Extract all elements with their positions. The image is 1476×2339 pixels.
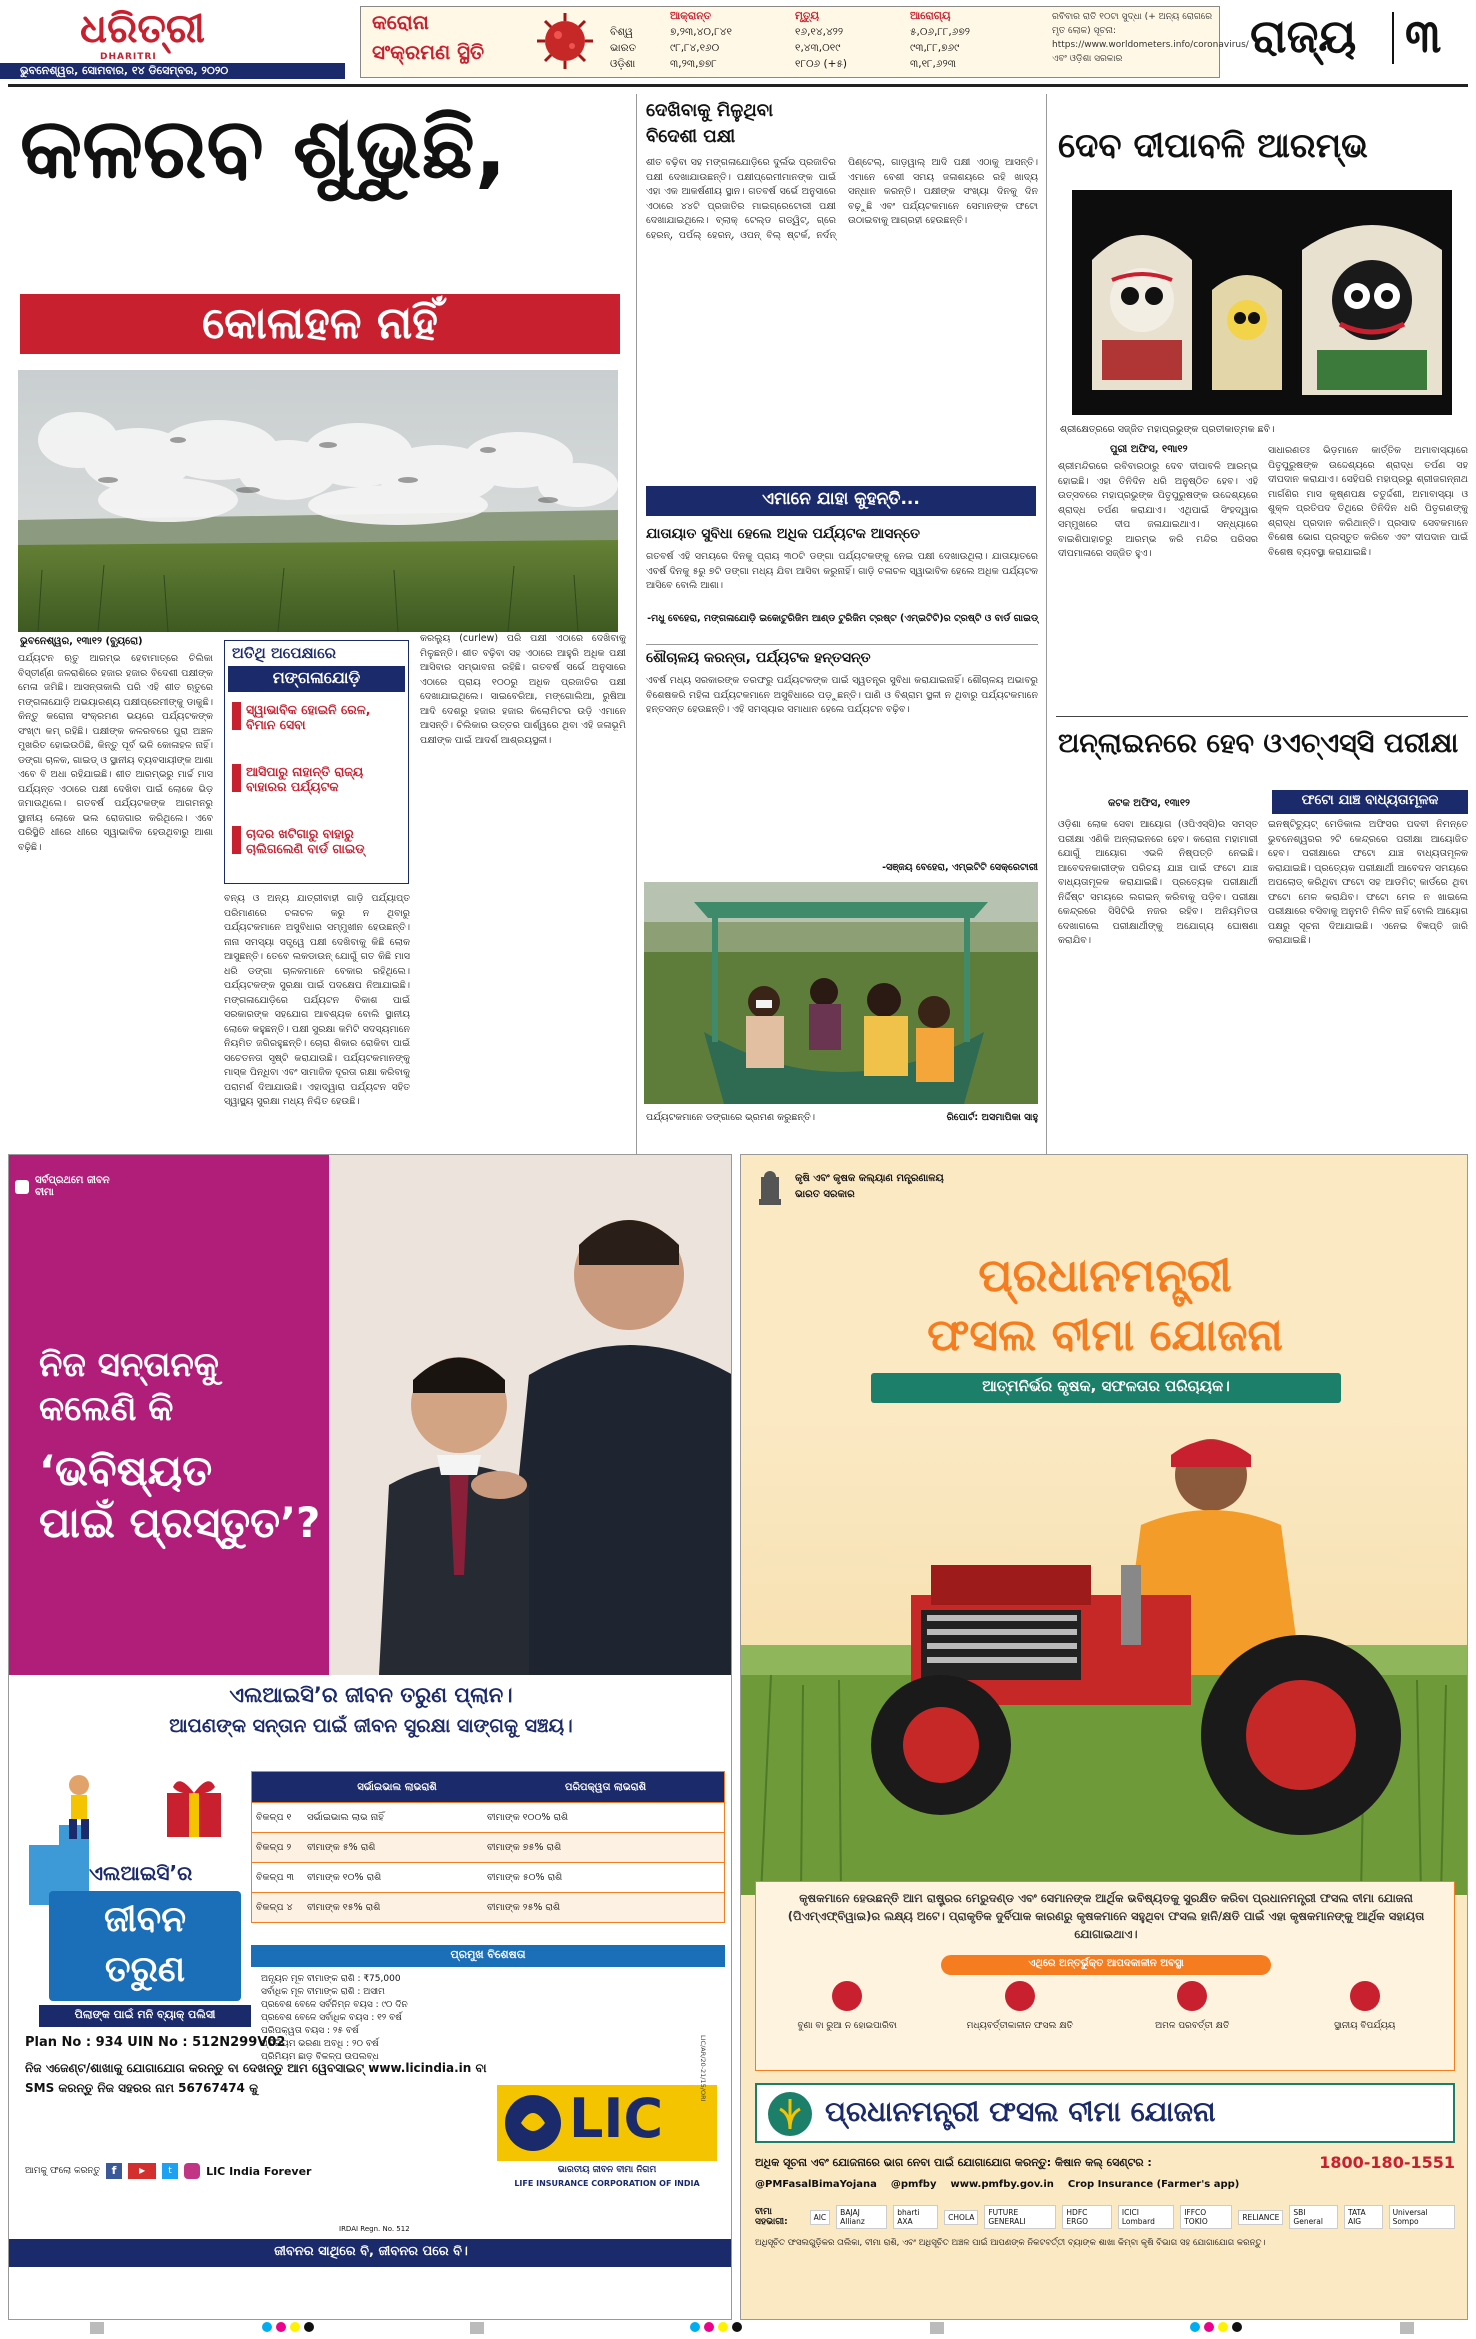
story5-dateline: କଟକ ଅଫିସ, ୧୩ା୧୨ — [1108, 798, 1191, 809]
risk-item: ମଧ୍ୟବର୍ତ୍ତୀକାଳୀନ ଫସଲ କ୍ଷତି — [940, 1981, 1100, 2031]
virus-icon — [530, 8, 600, 74]
insurer-logo: ICICI Lombard — [1118, 2205, 1174, 2229]
list-item: ସର୍ବାଧିକ ମୂଳ ବୀମାଙ୍କ ରାଶି : ଅସୀମ — [261, 1987, 385, 1997]
youtube-icon[interactable]: ▶ — [128, 2163, 156, 2179]
deity-1 — [1092, 235, 1192, 390]
masthead — [0, 0, 1476, 80]
boat-caption: ପର୍ଯ୍ୟଟକମାନେ ଡଙ୍ଗାରେ ଭ୍ରମଣ କରୁଛନ୍ତି। — [646, 1112, 815, 1123]
lead-subhead: କୋଳାହଳ ନାହିଁ — [202, 298, 438, 349]
lic-follow-row — [25, 2163, 311, 2179]
insurer-logo: BAJAJ Allianz — [836, 2205, 887, 2229]
pmfby-govt: ଭାରତ ସରକାର — [795, 1189, 855, 1200]
lic-features-title: ପ୍ରମୁଖ ବିଶେଷତା — [450, 1948, 526, 1961]
bullet-icon — [232, 702, 241, 730]
covid-col-header: ଆରୋଗ୍ୟ — [910, 10, 951, 22]
list-item: ପ୍ରବେଶ ବେଳେ ସର୍ବାଧିକ ବୟସ : ୧୨ ବର୍ଷ — [261, 2013, 402, 2023]
story5-body-col2: ଇନଷ୍ଟିଚ୍ୟୁଟ୍ ମେଡିକାଲ ଅଫିସର ପଦବୀ ନିମନ୍ତେ ଭୁବନେଶ୍ୱରର ୨ଟି କେନ୍ଦ୍ରରେ ପରୀକ୍ଷା ଆୟୋଜିତ ହେବ। ପରୀକ୍ଷାରେ ଫଟୋ ଯାଞ୍ଚ ବାଧ୍ୟତାମୂଳକ କରାଯାଇଛି। ପ୍ରତ୍ୟେକ ପରୀକ୍ଷାର୍ଥୀ ଆବେଦନ ସମୟରେ ଅପଲୋଡ୍ କରିଥିବା ଫଟୋ ସହ ଆଡମିଟ୍ କାର୍ଡରେ ଥିବା ଫଟୋ ମେଳ କରାଯିବ। ଫଟୋ ମେଳ ନ ଖାଇଲେ ପରୀକ୍ଷାରେ ବସିବାକୁ ଅନୁମତି ମିଳିବ ନାହିଁ ବୋଲି ଆୟୋଗ ପକ୍ଷରୁ ସୂଚନା ଦିଆଯାଇଛି। ଏନେଇ ବିଜ୍ଞପ୍ତି ଜାରି କରାଯାଇଛି। — [1268, 819, 1468, 946]
story4-body-col2: ସାଧାରଣତଃ ଭିଡ଼ମାନେ କାର୍ତ୍ତିକ ଅମାବାସ୍ୟାରେ ପିତୃପୁରୁଷଙ୍କ ଉଦ୍ଦେଶ୍ୟରେ ଶ୍ରାଦ୍ଧ ତର୍ପଣ ସହ ଦୀପଦାନ କରାଯାଏ। ସେହିପରି ମହାପ୍ରଭୁ ଶ୍ରୀଜଗନ୍ନାଥ ମାର୍ଗଶିର ମାସ କୃଷ୍ଣପକ୍ଷ ଚତୁର୍ଦ୍ଦଶୀ, ଅମାବାସ୍ୟା ଓ ଶୁକ୍ଳ ପ୍ରତିପଦ ତିଥିରେ ତିନିଦିନ ଧରି ପିତୃଗଣଙ୍କୁ ଶ୍ରାଦ୍ଧ ପ୍ରଦାନ କରିଥାନ୍ତି। ପ୍ରସାଦ ସେବକମାନେ ବିଶେଷ ଭୋଗ ପ୍ରସ୍ତୁତ କରିବେ ଏବଂ ଦୀପଦାନ ପାଇଁ ବିଶେଷ ବ୍ୟବସ୍ଥା କରାଯାଇଛି। — [1268, 445, 1468, 558]
boat-photo-image — [644, 882, 1038, 1104]
covid-note: ରବିବାର ରାତି ୧୦ଟା ସୁଦ୍ଧା (+ ଅନ୍ୟ ରୋଗରେ ମୃତ ଲୋକ) ସୂଚନା: https://www.worldometers.info/coronavirus/ ଏବଂ ଓଡ଼ିଶା ସରକାର — [1052, 12, 1249, 64]
covid-row: ବିଶ୍ୱ ୭,୨୩,୪୦,୮୪୧ ୧୬,୧୪,୪୨୨ ୫,୦୬,୮୮,୬୭୨ — [610, 26, 970, 38]
covid-title-2: ସଂକ୍ରମଣ ସ୍ଥିତି — [372, 40, 485, 64]
story5-strap: ଫଟୋ ଯାଞ୍ଚ ବାଧ୍ୟତାମୂଳକ — [1301, 792, 1439, 808]
registration-mark — [90, 2322, 104, 2334]
insurer-logo: HDFC ERGO — [1062, 2205, 1111, 2229]
lic-headline-4: ପାଇଁ ପ୍ରସ୍ତୁତ’? — [39, 1498, 321, 1547]
insurer-logo: IFFCO TOKIO — [1180, 2205, 1232, 2229]
sidebar-item: ସ୍ୱାଭାବିକ ହୋଇନି ରେଳ, ବିମାନ ସେବା — [232, 702, 402, 732]
facebook-icon[interactable]: f — [106, 2163, 122, 2179]
lead-headline: କଳରବ ଶୁଭୁଛି, — [20, 99, 507, 197]
quote1-byline: -ମଧୁ ବେହେରା, ମଙ୍ଗଳାଯୋଡ଼ି ଇକୋଟୁରିଜିମ ଆଣ୍ଡ ଟୁରିଜିମ ଟ୍ରଷ୍ଟ (ଏମ୍‌ଇଟିଟି)ର ଟ୍ରଷ୍ଟି ଓ ବାର୍ଡ ଗାଇଡ୍ — [647, 613, 1038, 624]
follow-label: ଆମକୁ ଫଲୋ କରନ୍ତୁ — [25, 2166, 101, 2176]
helpline-number[interactable]: 1800-180-1551 — [1319, 2153, 1455, 2172]
covid-title-1: କରୋନା — [372, 10, 429, 34]
lic-ad[interactable] — [8, 1154, 732, 2320]
table-row: ବିକଳ୍ପ ୧ ସର୍ଭାଇଭାଲ ଲାଭ ନାହିଁ ବୀମାଙ୍କ ୧୦୦% ରାଶି — [252, 1802, 724, 1832]
story-divider — [1056, 716, 1468, 717]
quote2-byline: -ସଞ୍ଜୟ ବେହେରା, ଏମ୍‌ଇଟିଟି ସେକ୍ରେଟାରୀ — [882, 862, 1038, 873]
sidebar-item: ଚାଦର ଖଟିଗାରୁ ବାହାରୁ ଚାଲିଗଲେଣି ବାର୍ଡ ଗାଇଡ୍ — [232, 826, 402, 856]
lic-headline-2: କଲେଣି କି — [39, 1389, 174, 1429]
pmfby-banner: ପ୍ରଧାନମନ୍ତ୍ରୀ ଫସଲ ବୀମା ଯୋଜନା — [825, 2095, 1216, 2128]
lic-footer: ଜୀବନର ସାଥିରେ ବି, ଜୀବନର ପରେ ବି। — [274, 2244, 468, 2259]
cmyk-mark — [1190, 2322, 1242, 2332]
list-item: ପ୍ରିମିୟମ ଛାଡ଼ ବିକଳ୍ପ ଉପଲବ୍ଧ — [261, 2052, 379, 2062]
disaster-icon — [1350, 1981, 1380, 2011]
story2-headline-2: ବିଦେଶୀ ପକ୍ଷୀ — [646, 126, 736, 147]
lic-sub-2: ଆପଣଙ୍କ ସନ୍ତାନ ପାଇଁ ଜୀବନ ସୁରକ୍ଷା ସାଙ୍ଗକୁ ସଞ୍ଚୟ। — [169, 1715, 573, 1737]
story2-headline: ଦେଖିବାକୁ ମିଳୁଥିବା — [646, 100, 774, 121]
helpline-text: ଅଧିକ ସୂଚନା ଏବଂ ଯୋଜନାରେ ଭାଗ ନେବା ପାଇଁ ଯୋଗାଯୋଗ କରନ୍ତୁ: କିଷାନ କଲ୍ ସେଣ୍ଟର : — [755, 2155, 1152, 2169]
cmyk-mark — [690, 2322, 742, 2332]
registration-mark — [930, 2322, 944, 2334]
deities-image — [1072, 190, 1452, 415]
page-number: ୩ — [1405, 9, 1442, 63]
table-row: ବିକଳ୍ପ ୨ ବୀମାଙ୍କ ୫% ରାଶି ବୀମାଙ୍କ ୭୫% ରାଶି — [252, 1832, 724, 1862]
lic-code: LIC/AR/20-21/15/ORI — [699, 2035, 707, 2102]
facebook-handle[interactable]: @PMFasalBimaYojana — [755, 2179, 877, 2190]
newspaper-logo: ଧରିତ୍ରୀ — [80, 6, 205, 52]
pmfby-logo-icon — [765, 2089, 815, 2139]
pmfby-headline-1: ପ୍ରଧାନମନ୍ତ୍ରୀ — [978, 1248, 1232, 1302]
table-row: ବିକଳ୍ପ ୪ ବୀମାଙ୍କ ୧୫% ରାଶି ବୀମାଙ୍କ ୨୫% ରାଶି — [252, 1892, 724, 1922]
quote-divider — [646, 644, 1038, 645]
risk-item: ଅମଳ ପରବର୍ତ୍ତୀ କ୍ଷତି — [1112, 1981, 1272, 2031]
bullet-icon — [232, 826, 241, 854]
insurer-logo: TATA AIG — [1344, 2205, 1383, 2229]
lead-body-col2: ବନ୍ୟ ଓ ଅନ୍ୟ ଯାତ୍ରୀବାହୀ ଗାଡ଼ି ପର୍ଯ୍ୟାପ୍ତ ପରିମାଣରେ ଚଳାଚଳ କରୁ ନ ଥିବାରୁ ପର୍ଯ୍ୟଟକମାନେ ଅସୁବିଧାର ସମ୍ମୁଖୀନ ହେଉଛନ୍ତି। ନାନା ସମସ୍ୟା ସତ୍ତ୍ୱେ ପକ୍ଷୀ ଦେଖିବାକୁ କିଛି ଲୋକ ଆସୁଛନ୍ତି। ତେବେ ଲକଡାଉନ୍ ଯୋଗୁଁ ଗତ କିଛି ମାସ ଧରି ଡଙ୍ଗା ଚାଳକମାନେ ବେକାର ରହିଥିଲେ। ପର୍ଯ୍ୟଟକଙ୍କ ସୁରକ୍ଷା ପାଇଁ ପଦକ୍ଷେପ ନିଆଯାଇଛି। ମଙ୍ଗଳାଯୋଡ଼ିରେ ପର୍ଯ୍ୟଟନ ବିକାଶ ପାଇଁ ସରକାରଙ୍କ ସହଯୋଗ ଆବଶ୍ୟକ ବୋଲି ସ୍ଥାନୀୟ ଲୋକେ କହୁଛନ୍ତି। ପକ୍ଷୀ ସୁରକ୍ଷା କମିଟି ସଦସ୍ୟମାନେ ନିୟମିତ ଜଗିରହୁଛନ୍ତି। ଚୋରା ଶିକାର ରୋକିବା ପାଇଁ ସଚେତନତା ସୃଷ୍ଟି କରାଯାଉଛି। ପର୍ଯ୍ୟଟକମାନଙ୍କୁ ମାସ୍କ ପିନ୍ଧିବା ଏବଂ ସାମାଜିକ ଦୂରତା ରକ୍ଷା କରିବାକୁ ପରାମର୍ଶ ଦିଆଯାଉଛି। ଏହାଦ୍ୱାରା ପର୍ଯ୍ୟଟନ ସହିତ ସ୍ୱାସ୍ଥ୍ୟ ସୁରକ୍ଷା ମଧ୍ୟ ନିଶ୍ଚିତ ହେଉଛି। — [224, 893, 410, 1107]
website-link[interactable]: www.pmfby.gov.in — [950, 2179, 1054, 2190]
lic-emblem-icon — [503, 2089, 563, 2157]
newspaper-logo-sub: DHARITRI — [100, 52, 157, 62]
covid-row: ଓଡ଼ିଶା ୩,୨୩,୭୭୮ ୧୮୦୬ (+୫) ୩,୧୮,୬୨୩ — [610, 58, 956, 70]
pmfby-ministry: କୃଷି ଏବଂ କୃଷକ କଲ୍ୟାଣ ମନ୍ତ୍ରଣାଳୟ — [795, 1173, 944, 1184]
farmer-tractor-photo — [741, 1415, 1468, 1895]
insurer-logo: AIC — [810, 2210, 831, 2225]
lic-irdai: IRDAI Regn. No. 512 — [339, 2225, 410, 2233]
insurer-logo: FUTURE GENERALI — [984, 2205, 1056, 2229]
pmfby-ad[interactable] — [740, 1154, 1468, 2320]
lead-dateline: ଭୁବନେଶ୍ୱର, ୧୩ା୧୨ (ବ୍ୟୁରୋ) — [20, 636, 143, 647]
table-row: ବିକଳ୍ପ ୩ ବୀମାଙ୍କ ୧୦% ରାଶି ବୀମାଙ୍କ ୫୦% ରାଶି — [252, 1862, 724, 1892]
drought-icon — [832, 1981, 862, 2011]
lic-headline-1: ନିଜ ସନ୍ତାନକୁ — [39, 1345, 219, 1385]
sidebar-item: ଆସିପାରୁ ନାହାନ୍ତି ରାଜ୍ୟ ବାହାରର ପର୍ଯ୍ୟଟକ — [232, 764, 402, 794]
twitter-handle[interactable]: @pmfby — [890, 2179, 937, 2190]
pmfby-helpline-row — [755, 2153, 1455, 2172]
cmyk-mark — [262, 2322, 314, 2332]
pmfby-body: କୃଷକମାନେ ହେଉଛନ୍ତି ଆମ ରାଷ୍ଟ୍ରର ମେରୁଦଣ୍ଡ ଏବଂ ସେମାନଙ୍କ ଆର୍ଥିକ ଭବିଷ୍ୟତକୁ ସୁରକ୍ଷିତ କରିବା ପ୍ରଧାନମନ୍ତ୍ରୀ ଫସଲ ବୀମା ଯୋଜନା (ପିଏମ୍‌ଏଫ୍‌ବିୱାଇ)ର ଲକ୍ଷ୍ୟ ଅଟେ। ପ୍ରାକୃତିକ ଦୁର୍ବିପାକ କାରଣରୁ କୃଷକମାନେ ସହୁଥିବା ଫସଲ ହାନି/କ୍ଷତି ପାଇଁ ଏହା କୃଷକମାନଙ୍କୁ ଆର୍ଥିକ ସହାୟତା ଯୋଗାଇଥାଏ। — [787, 1891, 1425, 1941]
lic-web-line: ନିଜ ଏଜେଣ୍ଟ/ଶାଖାକୁ ଯୋଗାଯୋଗ କରନ୍ତୁ ବା ଦେଖନ୍ତୁ ଆମ ୱେବସାଇଟ୍ www.licindia.in ବା — [25, 2061, 487, 2075]
list-item: ଅନ୍ୟୂନ ମୂଳ ବୀମାଙ୍କ ରାଶି : ₹75,000 — [261, 1974, 401, 1984]
covid-row: ଭାରତ ୯୮,୮୪,୧୬୦ ୧,୪୩,୦୧୯ ୯୩,୮୮,୭୬୯ — [610, 42, 960, 54]
registration-mark — [1400, 2322, 1414, 2334]
lead-body-col1: ପର୍ଯ୍ୟଟନ ଋତୁ ଆରମ୍ଭ ହେବାମାତ୍ରେ ଚିଲିକା ବିସ୍ତୀର୍ଣ୍ଣ ଜଳରାଶିରେ ହଜାର ହଜାର ବିଦେଶୀ ପକ୍ଷୀଙ୍କ ମେଳା ଜମିଛି। ଆସନ୍ତାକାଲି ପରି ଏହି ଶୀତ ଋତୁରେ ମଙ୍ଗଳାଯୋଡ଼ି ଅଭୟାରଣ୍ୟ ପକ୍ଷୀପ୍ରେମୀଙ୍କୁ ଡାକୁଛି। କିନ୍ତୁ କରୋନା ସଂକ୍ରମଣ ଭୟରେ ପର୍ଯ୍ୟଟକଙ୍କ ସଂଖ୍୯ା କମ୍ ରହିଛି। ପକ୍ଷୀଙ୍କ କଳରବରେ ପୁରା ଅଞ୍ଚଳ ମୁଖରିତ ହୋଇଉଠିଛି, କିନ୍ତୁ ପୂର୍ବ ଭଳି କୋଳାହଳ ନାହିଁ। ଡଙ୍ଗା ଚାଳକ, ଗାଇଡ୍ ଓ ସ୍ଥାନୀୟ ବ୍ୟବସାୟୀଙ୍କ ଆଶା ଏବେ ବି ଅଧା ରହିଯାଇଛି। ଶୀତ ଆରମ୍ଭରୁ ମାର୍ଚ୍ଚ ମାସ ପର୍ଯ୍ୟନ୍ତ ଏଠାରେ ପକ୍ଷୀ ଦେଖିବା ପାଇଁ ଲୋକେ ଭିଡ଼ ଜମାଉଥିଲେ। ଗତବର୍ଷ ପର୍ଯ୍ୟଟକଙ୍କ ଆଗମନରୁ ସ୍ଥାନୀୟ ଲୋକେ ଭଲ ରୋଜଗାର କରିଥିଲେ। ଏବେ ପରିସ୍ଥିତି ଧୀରେ ଧୀରେ ସ୍ୱାଭାବିକ ହେଉଥିବାରୁ ଆଶା ବଢ଼ିଛି। — [18, 653, 213, 853]
story5-headline: ଅନ୍‌ଲାଇନରେ ହେବ ଓଏଚ୍‌ଏସ୍‌ସି ପରୀକ୍ଷା — [1058, 728, 1459, 759]
national-emblem-icon — [755, 1169, 785, 1209]
deity-2 — [1212, 275, 1282, 390]
app-link[interactable]: Crop Insurance (Farmer's app) — [1067, 2179, 1240, 2190]
lic-options-table — [251, 1771, 725, 1923]
lic-logo: LIC — [569, 2087, 664, 2150]
lic-plan-name-3: ତରୁଣ — [104, 1949, 186, 1990]
lead-body-col3: କରଲ୍ୟୁ (curlew) ପରି ପକ୍ଷୀ ଏଠାରେ ଦେଖିବାକୁ ମିଳୁଛନ୍ତି। ଶୀତ ବଢ଼ିବା ସହ ଏଠାରେ ଆହୁରି ଅଧିକ ପକ୍ଷୀ ଆସିବାର ସମ୍ଭାବନା ରହିଛି। ଗତବର୍ଷ ସର୍ଭେ ଅନୁସାରେ ଏଠାରେ ପ୍ରାୟ ୧୦୦ରୁ ଅଧିକ ପ୍ରଜାତିର ପକ୍ଷୀ ଦେଖାଯାଇଥିଲେ। ସାଇବେରିଆ, ମଙ୍ଗୋଲିଆ, ରୁଷିଆ ଆଦି ଦେଶରୁ ହଜାର ହଜାର କିଲୋମିଟର ଉଡ଼ି ଏମାନେ ଆସନ୍ତି। ଚିଲିକାର ଉତ୍ତର ପାର୍ଶ୍ୱରେ ଥିବା ଏହି ଜଳାଭୂମି ପକ୍ଷୀଙ୍କ ପାଇଁ ଆଦର୍ଶ ଆଶ୍ରୟସ୍ଥଳୀ। — [420, 633, 626, 746]
quotes-strap: ଏମାନେ ଯାହା କୁହନ୍ତି... — [762, 489, 920, 509]
story4-body-col1: ଶ୍ରୀମନ୍ଦିରରେ ରବିବାରଠାରୁ ଦେବ ଦୀପାବଳି ଆରମ୍ଭ ହୋଇଛି। ଏହା ତିନିଦିନ ଧରି ଅନୁଷ୍ଠିତ ହେବ। ଏହି ଉତ୍ସବରେ ମହାପ୍ରଭୁଙ୍କ ପିତୃପୁରୁଷଙ୍କ ଉଦ୍ଦେଶ୍ୟରେ ଶ୍ରାଦ୍ଧ ତର୍ପଣ କରାଯାଏ। ଏଥିପାଇଁ ସିଂହଦ୍ୱାର ସମ୍ମୁଖରେ ଦୀପ ଜଳାଯାଇଥାଏ। ସନ୍ଧ୍ୟାରେ ବାଇଶିପାହାଚରୁ ଆରମ୍ଭ କରି ମନ୍ଦିର ପରିସର ଦୀପମାଳାରେ ସଜ୍ଜିତ ହୁଏ। — [1058, 461, 1258, 559]
bullet-icon — [232, 764, 241, 792]
table-header: ସର୍ଭାଇଭାଲ ଲାଭରାଶି — [357, 1781, 437, 1793]
risk-item: ବୁଣା ବା ରୁଆ ନ ହୋଇପାରିବା — [767, 1981, 927, 2031]
quote2-body: ଏବର୍ଷ ମଧ୍ୟ ସରକାରଙ୍କ ତରଫରୁ ପର୍ଯ୍ୟଟକଙ୍କ ପାଇଁ ସ୍ୱତନ୍ତ୍ର ସୁବିଧା କରାଯାଇନାହିଁ। ଶୌଚାଳୟ ଅଭାବରୁ ବିଶେଷକରି ମହିଳା ପର୍ଯ୍ୟଟକମାନେ ଅସୁବିଧାରେ ପଡ଼ୁଛନ୍ତି। ପାଣି ଓ ବିଶ୍ରାମ ସ୍ଥଳୀ ନ ଥିବାରୁ ପର୍ଯ୍ୟଟକମାନେ ହନ୍ତସନ୍ତ ହେଉଛନ୍ତି। ଏହି ସମସ୍ୟାର ସମାଧାନ ହେଲେ ପର୍ଯ୍ୟଟନ ବଢ଼ିବ। — [646, 675, 1038, 715]
pmfby-tagline: ଆତ୍ମନିର୍ଭର କୃଷକ, ସଫଳତାର ପରିଚାୟକ। — [982, 1377, 1230, 1395]
lead-photo — [18, 370, 618, 632]
story5-body-col1: ଓଡ଼ିଶା ଲୋକ ସେବା ଆୟୋଗ (ଓପିଏସ୍‌ସି)ର ସମସ୍ତ ପରୀକ୍ଷା ଏଣିକି ଅନ୍‌ଲାଇନରେ ହେବ। କରୋନା ମହାମାରୀ ଯୋଗୁଁ ଆୟୋଗ ଏଭଳି ନିଷ୍ପତ୍ତି ନେଇଛି। ଆବେଦନକାରୀଙ୍କ ପରିଚୟ ଯାଞ୍ଚ ପାଇଁ ଫଟୋ ଯାଞ୍ଚ ବାଧ୍ୟତାମୂଳକ କରାଯାଇଛି। ପ୍ରତ୍ୟେକ ପରୀକ୍ଷାର୍ଥୀ ନିର୍ଦ୍ଦିଷ୍ଟ ସମୟରେ ଲଗଇନ୍ କରିବାକୁ ପଡ଼ିବ। ପରୀକ୍ଷା କେନ୍ଦ୍ରରେ ସିସିଟିଭି ନଜର ରହିବ। ଅନିୟମିତତା ଦେଖାଗଲେ ପରୀକ୍ଷାର୍ଥୀଙ୍କୁ ଅଯୋଗ୍ୟ ଘୋଷଣା କରାଯିବ। — [1058, 819, 1258, 946]
table-header: ପରିପକ୍ୱତା ଲାଭରାଶି — [564, 1781, 647, 1793]
boat-photo — [644, 882, 1038, 1104]
gift-icon — [159, 1771, 229, 1841]
insurer-logo: Universal Sompo — [1389, 2205, 1455, 2229]
pmfby-risks — [761, 1981, 1451, 2031]
column-divider — [1046, 94, 1047, 1202]
lic-plan-no: Plan No : 934 UIN No : 512N299V02 — [25, 2035, 286, 2050]
pmfby-insurers-row — [755, 2205, 1455, 2229]
sidebar-title-2: ମଙ୍ଗଳାଯୋଡ଼ି — [272, 668, 361, 687]
instagram-icon[interactable] — [184, 2163, 200, 2179]
risk-item: ସ୍ଥାନୀୟ ବିପର୍ଯ୍ୟୟ — [1285, 1981, 1445, 2031]
deities-caption: ଶ୍ରୀକ୍ଷେତ୍ରରେ ସଜ୍ଜିତ ମହାପ୍ରଭୁଙ୍କ ପ୍ରତୀକାତ୍ମକ ଛବି। — [1060, 424, 1275, 435]
insurer-logo: CHOLA — [944, 2210, 978, 2225]
pmfby-social-row — [755, 2179, 1455, 2190]
lic-name-en: LIFE INSURANCE CORPORATION OF INDIA — [514, 2179, 700, 2188]
lic-plan-name-1: ଏଲଆଇସି’ର — [89, 1861, 193, 1885]
lic-sms-line: SMS କରନ୍ତୁ ନିଜ ସହରର ନାମ 56767474 କୁ — [25, 2081, 258, 2095]
insurer-logo: SBI General — [1289, 2205, 1338, 2229]
story2-body: ଶୀତ ବଢ଼ିବା ସହ ମଙ୍ଗଳାଯୋଡ଼ିରେ ଦୁର୍ଲଭ ପ୍ରଜାତିର ପକ୍ଷୀ ଦେଖାଯାଉଛନ୍ତି। ପକ୍ଷୀପ୍ରେମୀମାନଙ୍କ ପାଇଁ ଏହା ଏକ ଆକର୍ଷଣୀୟ ସ୍ଥାନ। ଗତବର୍ଷ ସର୍ଭେ ଅନୁସାରେ ଏଠାରେ ୪୪ଟି ପ୍ରଜାତିର ମାଇଗ୍ରେଟୋରୀ ପକ୍ଷୀ ଦେଖାଯାଇଥିଲେ। ବ୍ଲାକ୍ ଟେଲ୍ଡ ଗଡ୍ୱିଟ୍, ଗ୍ରେ ହେରନ୍, ପର୍ପଲ୍ ହେରନ୍, ଓପନ୍ ବିଲ୍ ଷ୍ଟର୍କ, ନର୍ଦନ୍ ପିଣ୍ଟେଲ୍, ଗାଡ଼ୱାଲ୍ ଆଦି ପକ୍ଷୀ ଏଠାକୁ ଆସନ୍ତି। ଏମାନେ ବେଶୀ ସମୟ ଜଳାଶୟରେ ରହି ଖାଦ୍ୟ ସନ୍ଧାନ କରନ୍ତି। ପକ୍ଷୀଙ୍କ ସଂଖ୍ୟା ଦିନକୁ ଦିନ ବଢ଼ୁଛି ଏବଂ ପର୍ଯ୍ୟଟକମାନେ ସେମାନଙ୍କ ଫଟୋ ଉଠାଇବାକୁ ଆଗ୍ରହୀ ହେଉଛନ୍ତି। — [646, 157, 1038, 241]
reporter-credit: ରିପୋର୍ଟ: ଅସମାପିକା ସାହୁ — [946, 1112, 1038, 1123]
column-divider — [636, 94, 637, 1202]
list-item: ପ୍ରିମିୟମ ଭରଣା ଅବଧି : ୨୦ ବର୍ଷ — [261, 2039, 379, 2049]
covid-col-header: ମୃତ୍ୟୁ — [795, 10, 820, 22]
deity-3 — [1302, 225, 1442, 395]
list-item: ପ୍ରବେଶ ବେଳେ ସର୍ବନିମ୍ନ ବୟସ : ୯୦ ଦିନ — [261, 2000, 408, 2010]
father-son-photo — [329, 1155, 732, 1675]
lic-sub-1: ଏଲଆଇସି’ର ଜୀବନ ତରୁଣ ପ୍ଲାନ। — [229, 1683, 513, 1707]
dateline: ଭୁବନେଶ୍ୱର, ସୋମବାର, ୧୪ ଡିସେମ୍ବର, ୨୦୨୦ — [20, 64, 229, 77]
quote1-headline: ଯାତାୟାତ ସୁବିଧା ହେଲେ ଅଧିକ ପର୍ଯ୍ୟଟକ ଆସନ୍ତେ — [646, 526, 921, 542]
lic-plan-name-2: ଜୀବନ — [103, 1899, 187, 1940]
covid-col-header: ଆକ୍ରାନ୍ତ — [670, 10, 711, 22]
harvest-icon — [1177, 1981, 1207, 2011]
quote1-body: ଗତବର୍ଷ ଏହି ସମୟରେ ଦିନକୁ ପ୍ରାୟ ୩୦ଟି ଡଙ୍ଗା ପର୍ଯ୍ୟଟକଙ୍କୁ ନେଇ ପକ୍ଷୀ ଦେଖାଉଥିଲା। ଯାତାୟାତରେ ଏବର୍ଷ ଦିନକୁ ୫ରୁ ୭ଟି ଡଙ୍ଗା ମଧ୍ୟ ଯିବା ଆସିବା କରୁନାହିଁ। ଗାଡ଼ି ଚଳାଚଳ ସ୍ୱାଭାବିକ ହେଲେ ଅଧିକ ପର୍ଯ୍ୟଟକ ଆସିବେ ବୋଲି ଆଶା। — [646, 551, 1038, 591]
lic-features-list — [261, 1973, 721, 2064]
sidebar-title: ଅତିଥି ଅପେକ୍ଷାରେ — [232, 644, 336, 662]
story4-headline: ଦେବ ଦୀପାବଳି ଆରମ୍ଭ — [1058, 126, 1368, 166]
pmfby-footnote: ଅଧିସୂଚିତ ଫସଲଗୁଡ଼ିକର ତାଲିକା, ବୀମା ରାଶି, ଏବଂ ଅଧିସୂଚିତ ଅଞ୍ଚଳ ପାଇଁ ଆପଣଙ୍କ ନିକଟବର୍ତ୍ତୀ ବ୍ୟାଙ୍କ ଶାଖା କିମ୍ବା କୃଷି ବିଭାଗ ସହ ଯୋଗାଯୋଗ କରନ୍ତୁ। — [755, 2238, 1266, 2248]
section-divider — [1392, 12, 1394, 64]
insurer-logo: RELIANCE — [1238, 2210, 1283, 2225]
deities-photo — [1072, 190, 1452, 415]
lic-brand-top: ସର୍ବପ୍ରଥମେ ଜୀବନ ବୀମା — [15, 1175, 115, 1199]
quote2-headline: ଶୌଚାଳୟ କରନ୍ତା, ପର୍ଯ୍ୟଟକ ହନ୍ତସନ୍ତ — [646, 650, 871, 666]
lic-name-or: ଭାରତୀୟ ଜୀବନ ବୀମା ନିଗମ — [557, 2165, 657, 2175]
birds-photo-image — [18, 370, 618, 632]
section-title: ରାଜ୍ୟ — [1250, 9, 1357, 63]
lic-headline-3: ‘ଭବିଷ୍ୟତ — [39, 1446, 213, 1495]
pmfby-headline-2: ଫସଲ ବୀମା ଯୋଜନା — [927, 1310, 1283, 1361]
crop-loss-icon — [1005, 1981, 1035, 2011]
lic-small-logo-icon — [15, 1180, 29, 1194]
lic-social-handle: LIC India Forever — [206, 2164, 312, 2178]
print-marks — [0, 2322, 1476, 2336]
registration-mark — [470, 2322, 484, 2334]
story4-dateline: ପୁରୀ ଅଫିସ, ୧୩ା୧୨ — [1110, 444, 1188, 455]
insurer-logo: bharti AXA — [893, 2205, 938, 2229]
insurer-label: ବୀମା ସହଭାଗୀ: — [755, 2207, 788, 2227]
masthead-rule — [8, 84, 1468, 87]
list-item: ପରିପକ୍ୱତା ବୟସ : ୨୫ ବର୍ଷ — [261, 2026, 359, 2036]
twitter-icon[interactable]: t — [162, 2163, 178, 2179]
pmfby-risks-title: ଏଥିରେ ଅନ୍ତର୍ଭୁକ୍ତ ଆପଦକାଳୀନ ଅବସ୍ଥା — [1028, 1958, 1184, 1969]
lic-plan-tag: ପିଲାଙ୍କ ପାଇଁ ମନି ବ୍ୟାକ୍ ପଲିସୀ — [74, 2008, 216, 2021]
covid-table — [610, 8, 1050, 72]
